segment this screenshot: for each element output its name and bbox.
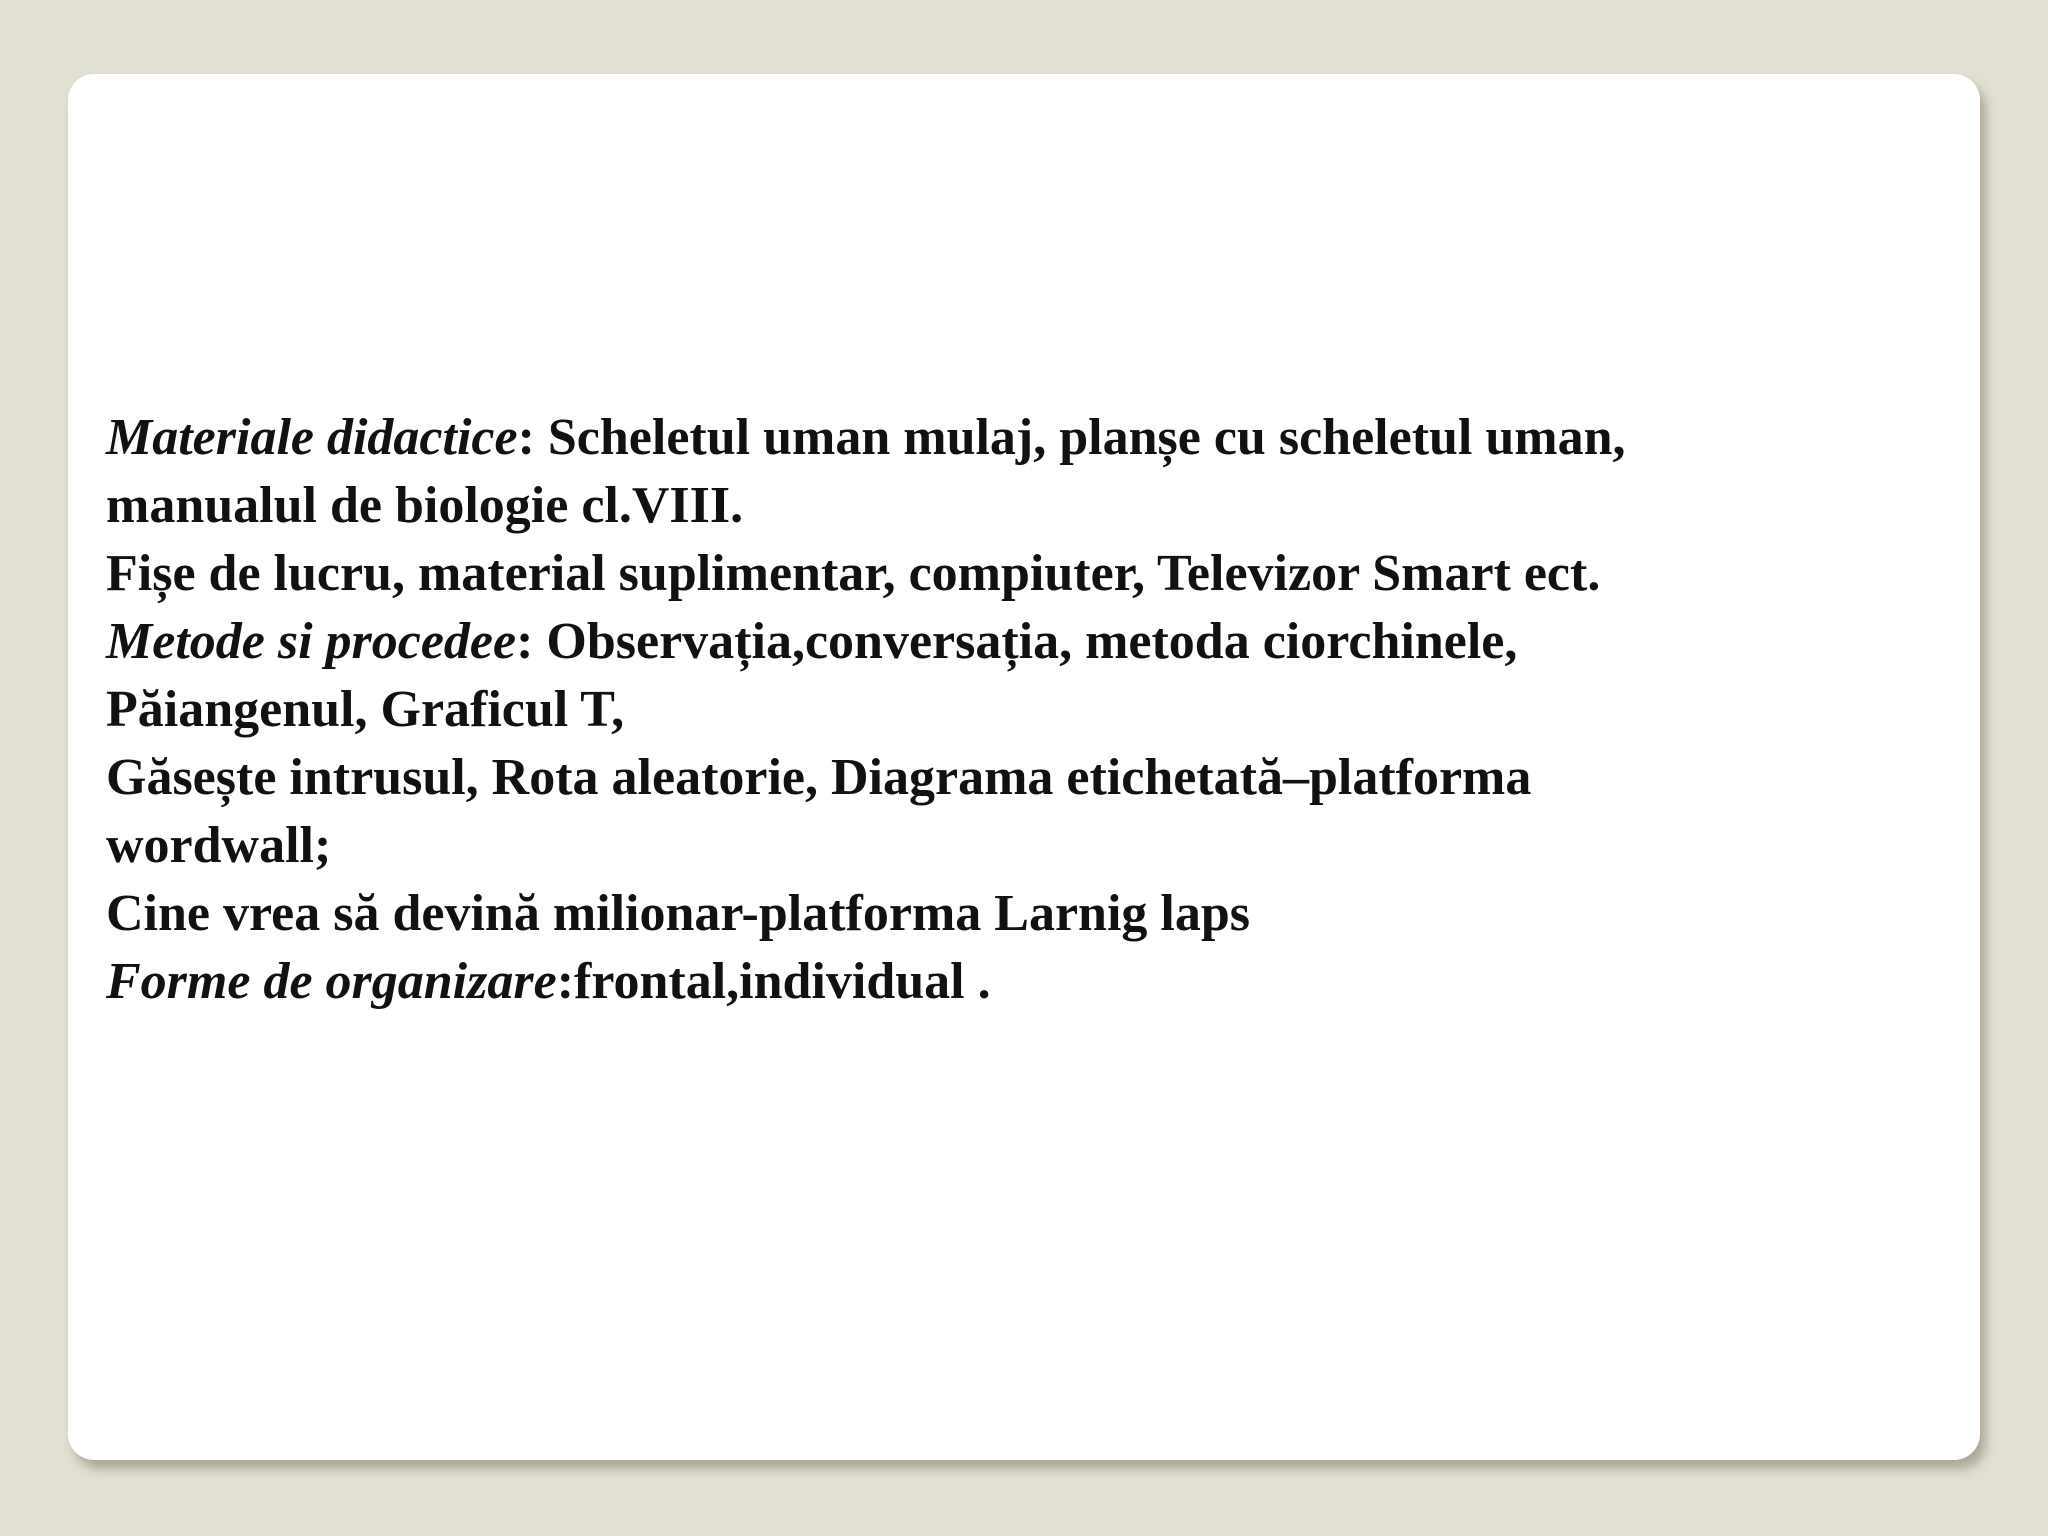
- text-line-4: [106, 608, 1906, 676]
- slide-text-block: [106, 404, 1906, 1016]
- line-text: Găsește intrusul, Rota aleatorie, Diagrama etichetată–platforma: [106, 749, 1532, 806]
- line-text: : Observația,conversația, metoda ciorchinele,: [516, 613, 1518, 670]
- text-line-1: [106, 404, 1906, 472]
- line-text: : Scheletul uman mulaj, planșe cu scheletul uman,: [517, 409, 1626, 466]
- label-materiale-didactice: Materiale didactice: [106, 409, 518, 466]
- text-line-9: [106, 948, 1906, 1016]
- text-line-2: [106, 472, 1906, 540]
- label-metode-si-procedee: Metode si procedee: [106, 613, 517, 670]
- label-forme-de-organizare: Forme de organizare: [106, 953, 557, 1010]
- text-line-7: [106, 812, 1906, 880]
- text-line-6: [106, 744, 1906, 812]
- line-text: :frontal,individual .: [556, 953, 991, 1010]
- line-text: Cine vrea să devină milionar-platforma Larnig laps: [106, 885, 1250, 942]
- line-text: Păiangenul, Graficul T,: [106, 681, 625, 738]
- line-text: wordwall;: [106, 817, 332, 874]
- text-line-3: [106, 540, 1906, 608]
- text-line-8: [106, 880, 1906, 948]
- text-line-5: [106, 676, 1906, 744]
- line-text: Fișe de lucru, material suplimentar, compiuter, Televizor Smart ect.: [106, 545, 1601, 602]
- line-text: manualul de biologie cl.VIII.: [106, 477, 744, 534]
